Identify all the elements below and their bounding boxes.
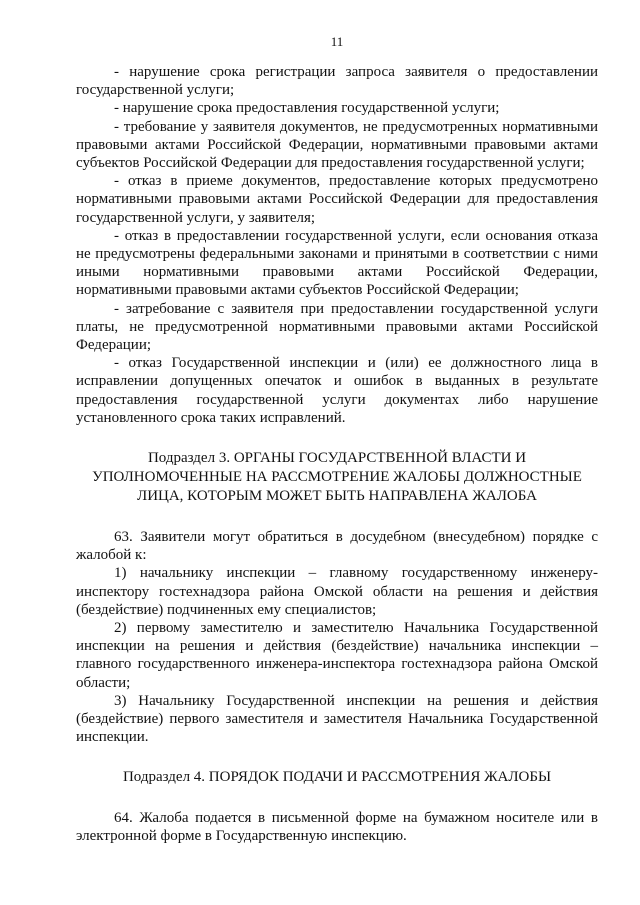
section-3-heading: Подраздел 3. ОРГАНЫ ГОСУДАРСТВЕННОЙ ВЛАСТИ И УПОЛНОМОЧЕННЫЕ НА РАССМОТРЕНИЕ ЖАЛОБЫ ДОЛЖНОСТНЫЕ ЛИЦА, КОТОРЫМ МОЖЕТ БЫТЬ НАПРАВЛЕНА ЖАЛОБА bbox=[92, 450, 582, 505]
list-item: - нарушение срока регистрации запроса заявителя о предоставлении государственной услуги; bbox=[76, 64, 598, 99]
list-item: - требование у заявителя документов, не предусмотренных нормативными правовыми актами Российской Федерации, нормативными правовыми актами субъектов Российской Федерации для предоставления государственной услуги; bbox=[76, 118, 598, 172]
list-item: - отказ Государственной инспекции и (или) ее должностного лица в исправлении допущенных опечаток и ошибок в выданных в результате предоставления государственной услуги документах либо нарушение установленного срока таких исправлений. bbox=[76, 355, 598, 426]
list-item: - отказ в предоставлении государственной услуги, если основания отказа не предусмотрены федеральными законами и принятыми в соответствии с ними иными нормативными правовыми актами Российской Федерации, нормативными правовыми актами субъектов Российской Федерации; bbox=[76, 227, 598, 299]
paragraph: 1) начальнику инспекции – главному государственному инженеру-инспектору гостехнадзора района Омской области на решения и действия (бездействие) подчиненных ему специалистов; bbox=[76, 565, 598, 618]
paragraph: 2) первому заместителю и заместителю Начальника Государственной инспекции на решения и действия (бездействие) начальника инспекции – главного государственного инженера-инспектора гостехнадзора района Омской области; bbox=[76, 620, 598, 691]
list-item: - нарушение срока предоставления государственной услуги; bbox=[114, 100, 500, 117]
section-4-heading: Подраздел 4. ПОРЯДОК ПОДАЧИ И РАССМОТРЕНИЯ ЖАЛОБЫ bbox=[122, 768, 552, 785]
page-number: 11 bbox=[330, 34, 344, 49]
document-body bbox=[76, 63, 598, 845]
list-item: - отказ в приеме документов, предоставление которых предусмотрено нормативными правовыми актами Российской Федерации для предоставления государственной услуги, у заявителя; bbox=[76, 173, 598, 226]
paragraph: 3) Начальнику Государственной инспекции на решения и действия (бездействие) первого заместителя и заместителя Начальника Государственной инспекции. bbox=[76, 692, 598, 746]
paragraph: 63. Заявители могут обратиться в досудебном (внесудебном) порядке с жалобой к: bbox=[76, 529, 598, 564]
paragraph: 64. Жалоба подается в письменной форме на бумажном носителе или в электронной форме в Государственную инспекцию. bbox=[76, 809, 598, 844]
list-item: - затребование с заявителя при предоставлении государственной услуги платы, не предусмотренной нормативными правовыми актами Российской Федерации; bbox=[76, 300, 598, 354]
